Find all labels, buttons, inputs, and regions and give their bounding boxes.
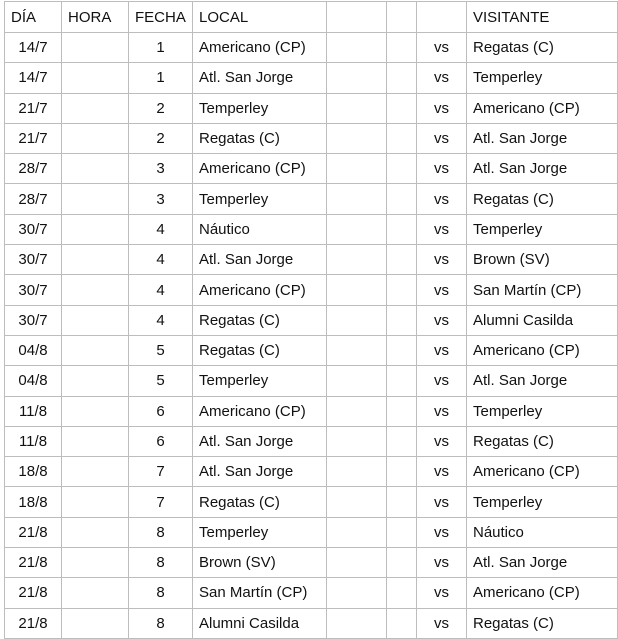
cell-blank (387, 457, 417, 487)
cell-blank (327, 608, 387, 638)
cell-vs: vs (417, 154, 467, 184)
cell-blank (387, 426, 417, 456)
cell-fecha: 5 (129, 335, 193, 365)
cell-fecha: 3 (129, 184, 193, 214)
cell-local: Atl. San Jorge (193, 426, 327, 456)
cell-blank (327, 275, 387, 305)
cell-vs: vs (417, 214, 467, 244)
cell-vs: vs (417, 426, 467, 456)
cell-blank (387, 214, 417, 244)
cell-fecha: 4 (129, 214, 193, 244)
table-row (5, 396, 618, 426)
cell-visitante: San Martín (CP) (467, 275, 618, 305)
cell-fecha: 7 (129, 487, 193, 517)
cell-vs: vs (417, 487, 467, 517)
cell-blank (387, 184, 417, 214)
cell-blank (327, 154, 387, 184)
cell-blank (387, 305, 417, 335)
table-row (5, 426, 618, 456)
cell-local: Regatas (C) (193, 123, 327, 153)
cell-blank (327, 63, 387, 93)
cell-fecha: 8 (129, 608, 193, 638)
cell-visitante: Brown (SV) (467, 245, 618, 275)
cell-hora (62, 608, 129, 638)
cell-vs: vs (417, 396, 467, 426)
cell-visitante: Atl. San Jorge (467, 123, 618, 153)
cell-local: Americano (CP) (193, 396, 327, 426)
cell-vs: vs (417, 245, 467, 275)
cell-local: Regatas (C) (193, 487, 327, 517)
cell-fecha: 6 (129, 396, 193, 426)
cell-local: Regatas (C) (193, 305, 327, 335)
table-row (5, 457, 618, 487)
cell-vs: vs (417, 63, 467, 93)
cell-visitante: Americano (CP) (467, 93, 618, 123)
cell-visitante: Americano (CP) (467, 457, 618, 487)
cell-blank (387, 396, 417, 426)
cell-hora (62, 396, 129, 426)
table-row (5, 154, 618, 184)
table-row (5, 608, 618, 638)
cell-vs: vs (417, 335, 467, 365)
table-row (5, 305, 618, 335)
cell-vs: vs (417, 33, 467, 63)
cell-hora (62, 93, 129, 123)
cell-visitante: Atl. San Jorge (467, 548, 618, 578)
header-hora: HORA (62, 2, 129, 33)
cell-blank (327, 335, 387, 365)
header-blank (417, 2, 467, 33)
cell-fecha: 6 (129, 426, 193, 456)
cell-blank (387, 366, 417, 396)
cell-blank (387, 93, 417, 123)
cell-vs: vs (417, 305, 467, 335)
table-row (5, 487, 618, 517)
cell-visitante: Temperley (467, 214, 618, 244)
cell-visitante: Náutico (467, 517, 618, 547)
cell-blank (387, 335, 417, 365)
header-local: LOCAL (193, 2, 327, 33)
cell-fecha: 4 (129, 305, 193, 335)
cell-local: Náutico (193, 214, 327, 244)
table-row (5, 63, 618, 93)
cell-vs: vs (417, 578, 467, 608)
cell-visitante: Regatas (C) (467, 33, 618, 63)
cell-vs: vs (417, 457, 467, 487)
cell-hora (62, 487, 129, 517)
table-row (5, 335, 618, 365)
cell-fecha: 8 (129, 548, 193, 578)
cell-dia: 18/8 (5, 457, 62, 487)
cell-hora (62, 517, 129, 547)
cell-blank (387, 245, 417, 275)
cell-local: Temperley (193, 366, 327, 396)
cell-visitante: Regatas (C) (467, 426, 618, 456)
cell-dia: 28/7 (5, 184, 62, 214)
cell-dia: 30/7 (5, 214, 62, 244)
cell-visitante: Regatas (C) (467, 608, 618, 638)
cell-local: San Martín (CP) (193, 578, 327, 608)
cell-hora (62, 548, 129, 578)
header-blank (327, 2, 387, 33)
cell-dia: 04/8 (5, 335, 62, 365)
cell-blank (327, 366, 387, 396)
cell-blank (327, 487, 387, 517)
cell-vs: vs (417, 123, 467, 153)
cell-hora (62, 335, 129, 365)
table-row (5, 275, 618, 305)
cell-vs: vs (417, 517, 467, 547)
cell-fecha: 2 (129, 123, 193, 153)
cell-visitante: Alumni Casilda (467, 305, 618, 335)
cell-blank (327, 457, 387, 487)
cell-vs: vs (417, 184, 467, 214)
cell-local: Temperley (193, 184, 327, 214)
cell-vs: vs (417, 275, 467, 305)
cell-blank (387, 548, 417, 578)
cell-blank (387, 33, 417, 63)
cell-visitante: Temperley (467, 63, 618, 93)
cell-visitante: Temperley (467, 396, 618, 426)
cell-dia: 14/7 (5, 63, 62, 93)
header-blank (387, 2, 417, 33)
cell-vs: vs (417, 608, 467, 638)
cell-blank (387, 578, 417, 608)
fixture-table (4, 1, 618, 639)
cell-fecha: 4 (129, 275, 193, 305)
table-row (5, 548, 618, 578)
cell-dia: 21/8 (5, 517, 62, 547)
table-row (5, 245, 618, 275)
cell-vs: vs (417, 548, 467, 578)
cell-blank (387, 275, 417, 305)
cell-local: Atl. San Jorge (193, 63, 327, 93)
cell-dia: 30/7 (5, 275, 62, 305)
cell-hora (62, 275, 129, 305)
cell-visitante: Atl. San Jorge (467, 366, 618, 396)
cell-vs: vs (417, 366, 467, 396)
cell-fecha: 1 (129, 63, 193, 93)
table-row (5, 578, 618, 608)
table-row (5, 33, 618, 63)
cell-fecha: 8 (129, 517, 193, 547)
cell-blank (387, 63, 417, 93)
cell-hora (62, 184, 129, 214)
cell-local: Americano (CP) (193, 154, 327, 184)
cell-local: Temperley (193, 93, 327, 123)
cell-fecha: 3 (129, 154, 193, 184)
cell-visitante: Regatas (C) (467, 184, 618, 214)
cell-blank (327, 548, 387, 578)
cell-dia: 21/8 (5, 608, 62, 638)
cell-hora (62, 245, 129, 275)
cell-dia: 14/7 (5, 33, 62, 63)
cell-blank (327, 123, 387, 153)
cell-hora (62, 305, 129, 335)
table-row (5, 184, 618, 214)
cell-local: Alumni Casilda (193, 608, 327, 638)
cell-dia: 30/7 (5, 245, 62, 275)
cell-blank (387, 487, 417, 517)
cell-dia: 21/8 (5, 578, 62, 608)
cell-dia: 04/8 (5, 366, 62, 396)
header-fecha: FECHA (129, 2, 193, 33)
cell-blank (327, 245, 387, 275)
cell-blank (387, 517, 417, 547)
cell-visitante: Americano (CP) (467, 335, 618, 365)
cell-fecha: 2 (129, 93, 193, 123)
cell-dia: 18/8 (5, 487, 62, 517)
cell-dia: 21/7 (5, 123, 62, 153)
cell-hora (62, 426, 129, 456)
cell-hora (62, 214, 129, 244)
cell-local: Americano (CP) (193, 275, 327, 305)
cell-blank (327, 426, 387, 456)
cell-dia: 11/8 (5, 426, 62, 456)
cell-vs: vs (417, 93, 467, 123)
cell-blank (327, 184, 387, 214)
header-dia: DÍA (5, 2, 62, 33)
table-row (5, 93, 618, 123)
cell-local: Temperley (193, 517, 327, 547)
cell-visitante: Atl. San Jorge (467, 154, 618, 184)
cell-hora (62, 366, 129, 396)
cell-blank (387, 154, 417, 184)
cell-blank (387, 608, 417, 638)
cell-visitante: Temperley (467, 487, 618, 517)
cell-hora (62, 33, 129, 63)
cell-dia: 28/7 (5, 154, 62, 184)
cell-dia: 30/7 (5, 305, 62, 335)
cell-local: Americano (CP) (193, 33, 327, 63)
cell-hora (62, 578, 129, 608)
cell-fecha: 4 (129, 245, 193, 275)
cell-fecha: 1 (129, 33, 193, 63)
table-row (5, 517, 618, 547)
cell-dia: 21/7 (5, 93, 62, 123)
cell-hora (62, 154, 129, 184)
cell-local: Regatas (C) (193, 335, 327, 365)
cell-blank (327, 214, 387, 244)
cell-hora (62, 63, 129, 93)
cell-blank (327, 33, 387, 63)
cell-fecha: 5 (129, 366, 193, 396)
cell-local: Atl. San Jorge (193, 457, 327, 487)
header-visitante: VISITANTE (467, 2, 618, 33)
header-row (5, 2, 618, 33)
cell-blank (327, 578, 387, 608)
cell-dia: 21/8 (5, 548, 62, 578)
cell-blank (327, 93, 387, 123)
cell-blank (327, 396, 387, 426)
cell-blank (327, 305, 387, 335)
cell-dia: 11/8 (5, 396, 62, 426)
cell-local: Atl. San Jorge (193, 245, 327, 275)
table-row (5, 123, 618, 153)
cell-fecha: 7 (129, 457, 193, 487)
cell-hora (62, 457, 129, 487)
fixture-body (5, 33, 618, 639)
table-row (5, 366, 618, 396)
cell-hora (62, 123, 129, 153)
cell-blank (387, 123, 417, 153)
cell-local: Brown (SV) (193, 548, 327, 578)
table-row (5, 214, 618, 244)
cell-fecha: 8 (129, 578, 193, 608)
cell-blank (327, 517, 387, 547)
cell-visitante: Americano (CP) (467, 578, 618, 608)
